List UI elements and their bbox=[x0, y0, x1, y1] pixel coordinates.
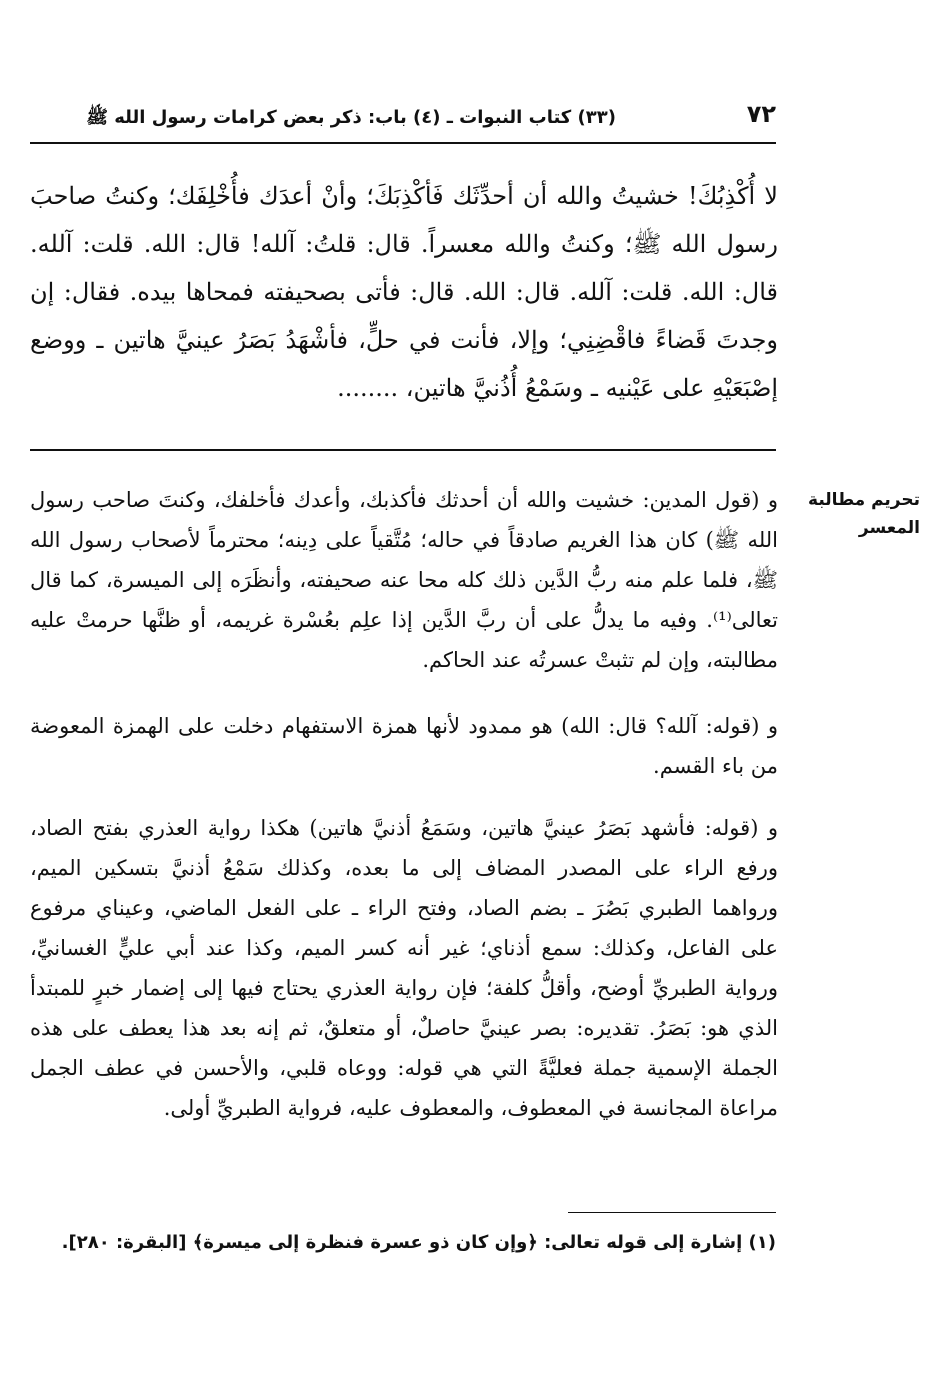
margin-heading bbox=[800, 486, 920, 542]
commentary-text-1: و (قول المدين: خشيت والله أن أحدثك فأكذبك، وأعدك فأخلفك، وكنتَ صاحب رسول الله ﷺ) كان هذا الغريم صادقاً في حاله؛ مُتَّقياً على دِينه؛ محترماً لأصحاب رسول الله ﷺ، فلما علم منه ربُّ الدَّين ذلك كله محا عنه صحيفته، وأنظَرَه إلى الميسرة، كما قال تعالى⁽¹⁾. وفيه ما يدلُّ على أن ربَّ الدَّين إذا علِم بعُسْرة غريمه، أو ظنَّها حرمتْ عليه مطالبته، وإن لم تثبتْ عسرتُه عند الحاكم. bbox=[30, 488, 779, 672]
footnote bbox=[30, 1228, 776, 1258]
commentary-text-2: و (قوله: آلله؟ قال: الله) هو ممدود لأنها همزة الاستفهام دخلت على الهمزة المعوضة من باء القسم. bbox=[30, 714, 778, 778]
footnote-divider bbox=[568, 1212, 776, 1213]
page-number: ٧٢ bbox=[746, 100, 776, 128]
commentary-paragraph-1 bbox=[30, 480, 778, 680]
text-commentary-divider bbox=[30, 449, 776, 451]
page-header bbox=[30, 100, 776, 140]
margin-heading-line-1: تحريم مطالبة bbox=[808, 490, 920, 510]
commentary-paragraph-2 bbox=[30, 706, 778, 786]
running-title: (٣٣) كتاب النبوات ـ (٤) باب: ذكر بعض كرامات رسول الله ﷺ bbox=[86, 107, 616, 128]
commentary-paragraph-3 bbox=[30, 808, 778, 1128]
footnote-text: (١) إشارة إلى قوله تعالى: ﴿وإن كان ذو عسرة فنظرة إلى ميسرة﴾ [البقرة: ٢٨٠]. bbox=[61, 1232, 776, 1253]
hadith-text bbox=[30, 172, 778, 412]
header-divider bbox=[30, 142, 776, 144]
commentary-text-3: و (قوله: فأشهد بَصَرُ عينيَّ هاتين، وسَمَعُ أذنيَّ هاتين) هكذا رواية العذري بفتح الصاد، ورفع الراء على المصدر المضاف إلى ما بعده، وكذلك سَمْعُ أذنيَّ بتسكين الميم، ورواهما الطبري بَصُرَ ـ بضم الصاد، وفتح الراء ـ على الفعل الماضي، وعيناي مرفوع على الفاعل، وكذلك: سمع أذناي؛ غير أنه كسر الميم، وكذا عند أبي عليٍّ الغسانيِّ، ورواية الطبريِّ أوضح، وأقلُّ كلفة؛ فإن رواية العذري يحتاج فيها إلى إضمار خبرٍ للمبتدأ الذي هو: بَصَرُ. تقديره: بصر عينيَّ حاصلٌ، أو متعلقٌ، ثم إنه بعد هذا يعطف على هذه الجملة الإسمية جملة فعليَّةً التي هي قوله: ووعاه قلبي، والأحسن في عطف الجمل مراعاة المجانسة في المعطوف، والمعطوف عليه، فرواية الطبريِّ أولى. bbox=[30, 816, 778, 1120]
hadith-paragraph: لا أُكْذِبُكَ! خشيتُ والله أن أحدِّثَك فَأكْذِبَكَ؛ وأنْ أعدَك فأُخْلِفَك؛ وكنتُ صاحبَ رسول الله ﷺ؛ وكنتُ والله معسراً. قال: قلتُ: آلله! قال: الله. قلت: آلله. قال: الله. قلت: آلله. قال: الله. قال: فأتى بصحيفته فمحاها بيده. فقال: إن وجدتَ قَضاءً فاقْضِنِي؛ وإلا، فأنت في حلٍّ، فأشْهَدُ بَصَرُ عينيَّ هاتين ـ ووضع إصْبَعَيْهِ على عَيْنيه ـ وسَمْعُ أُذُنيَّ هاتين، ........ bbox=[30, 182, 778, 402]
margin-heading-line-2: المعسر bbox=[858, 518, 920, 538]
